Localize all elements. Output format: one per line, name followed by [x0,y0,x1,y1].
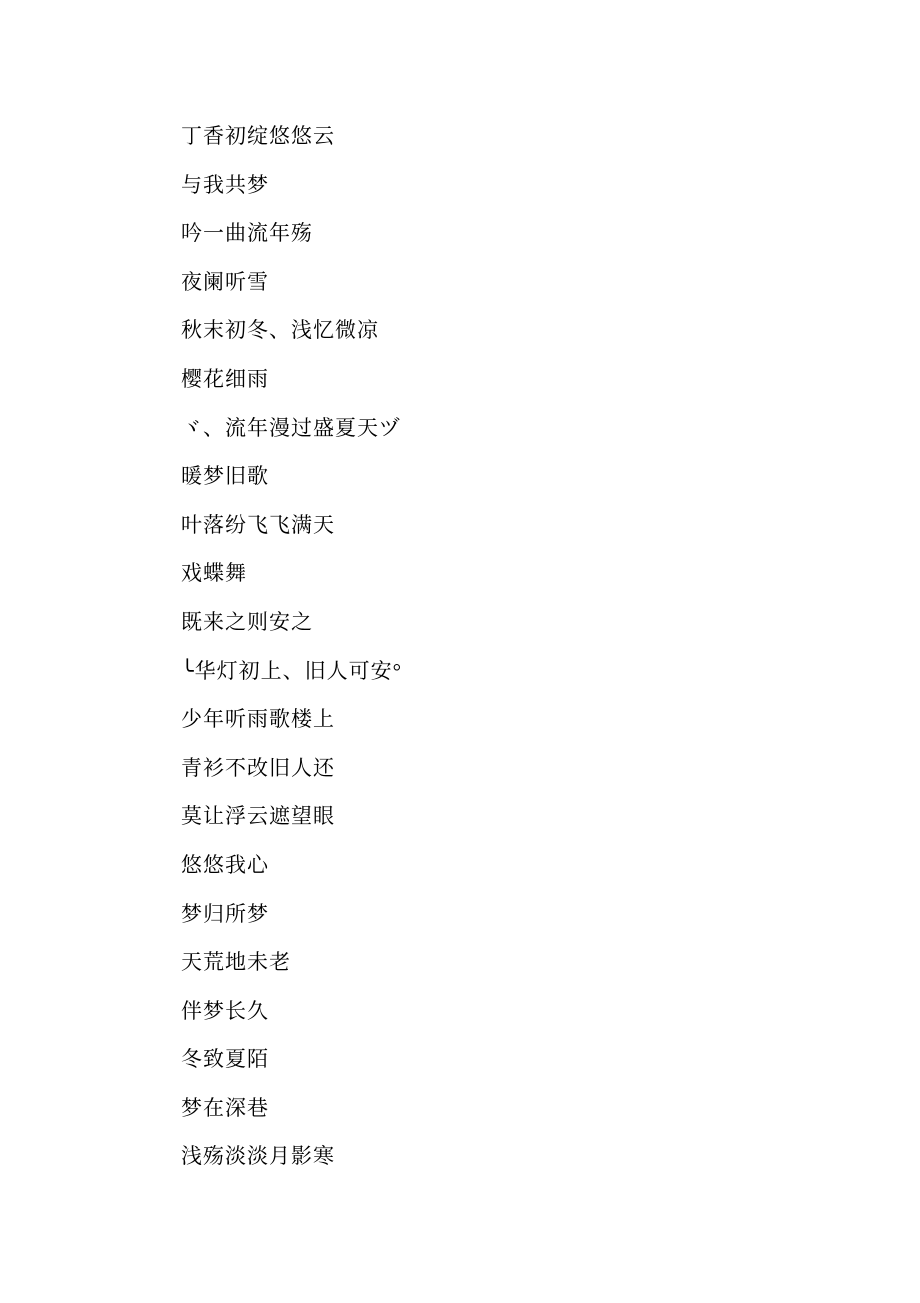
text-line: 青衫不改旧人还 [181,755,335,780]
text-line: 丁香初绽悠悠云 [181,124,335,148]
text-line: 伴梦长久 [181,998,269,1023]
text-line: 少年听雨歌楼上 [181,707,335,732]
text-line: 既来之则安之 [181,609,313,634]
text-line: 梦归所梦 [181,901,269,926]
text-line: 梦在深巷 [181,1095,269,1120]
text-line: 夜阑听雪 [181,269,269,294]
text-line: ╰华灯初上、旧人可安° [181,658,403,683]
text-line: 戏蝶舞 [181,561,247,586]
text-line: ヾ、流年漫过盛夏天ヅ [181,415,401,440]
text-line: 吟一曲流年殇 [181,221,313,246]
text-line: 樱花细雨 [181,366,269,391]
text-line: 悠悠我心 [181,852,269,877]
text-line: 莫让浮云遮望眼 [181,804,335,829]
text-line: 浅殇淡淡月影寒 [181,1144,335,1169]
text-line: 暖梦旧歌 [181,464,269,489]
text-line: 天荒地未老 [181,950,291,975]
text-line: 叶落纷飞飞满天 [181,512,335,537]
document-body [181,112,402,1181]
text-line: 冬致夏陌 [181,1047,269,1072]
text-line: 与我共梦 [181,172,269,197]
text-line: 秋末初冬、浅忆微凉 [181,318,379,343]
